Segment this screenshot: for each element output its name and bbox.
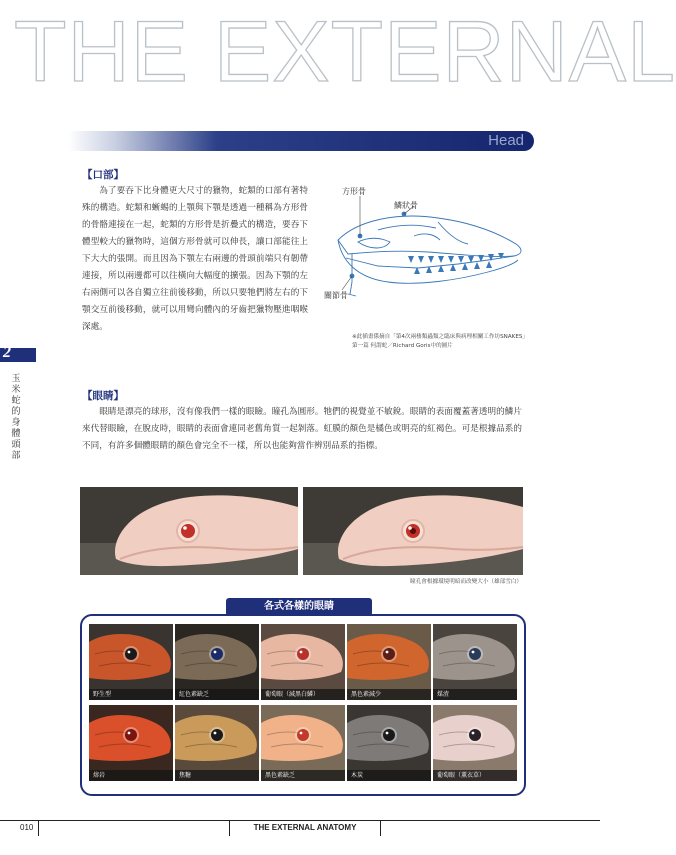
eye-gallery-label: 焦糖 bbox=[175, 770, 259, 781]
photo-pupil-dark bbox=[80, 487, 298, 575]
eyes-heading: 【眼睛】 bbox=[82, 390, 124, 402]
eye-gallery-tile bbox=[175, 624, 259, 700]
eye-icon bbox=[383, 648, 395, 660]
photo-pupil-light bbox=[303, 487, 523, 575]
eye-gallery-label: 葡萄眼（薰衣草） bbox=[433, 770, 517, 781]
eye-icon bbox=[211, 729, 223, 741]
eye-icon bbox=[125, 648, 137, 660]
section-bar bbox=[68, 131, 534, 151]
eye-gallery-label: 野生型 bbox=[89, 689, 173, 700]
eye-icon bbox=[211, 648, 223, 660]
footer-title: THE EXTERNAL ANATOMY bbox=[253, 823, 357, 832]
eye-icon bbox=[469, 648, 481, 660]
page-big-title: THE EXTERNAL bbox=[14, 4, 676, 100]
footer-divider bbox=[380, 820, 381, 836]
footer-divider bbox=[38, 820, 39, 836]
mouth-heading: 【口部】 bbox=[82, 169, 124, 181]
footer-rule bbox=[0, 820, 600, 821]
eye-gallery-tile bbox=[347, 624, 431, 700]
eye-gallery-label: 葡萄眼（減黑白鱗） bbox=[261, 689, 345, 700]
mouth-paragraph: 為了要吞下比身體更大尺寸的獵物，蛇類的口部有著特殊的構造。蛇類和蜥蜴的上顎與下顎是透過一種稱為方形骨的骨骼連接在一起，蛇類的方形骨是折疊式的構造，要吞下體型較大的獵物時，這個方形骨就可以伸長，讓口部能往上下大大的張開。而且因為下顎左右兩邊的骨頭前端只有韌帶連接，所以兩邊都可以往橫向大幅度的擴張。因為下顎的左右兩側可以各自獨立往前後移動，所以只要牠們將左右的下顎交互前後移動，就可以用彎向體內的牙齒把獵物壓進咽喉深處。 bbox=[82, 186, 308, 332]
eye-gallery-tile bbox=[261, 705, 345, 781]
diagram-caption: ※此插畫係摘自「第4次兩棲類蟲類之臨床與病理相關工作坊SNAKES」第一篇 何謂蛇／Richard Goris中的圖片 bbox=[352, 334, 528, 349]
eye-gallery-label: 黑色素缺乏 bbox=[261, 770, 345, 781]
eye-gallery-tile bbox=[347, 705, 431, 781]
eye-icon bbox=[469, 729, 481, 741]
eyes-paragraph: 眼睛是漂亮的球形，沒有像我們一樣的眼瞼。瞳孔為圓形。牠們的視覺並不敏銳。眼睛的表面覆蓋著透明的鱗片來代替眼瞼，在脫皮時，眼睛的表面會連同老舊角質一起剝落。虹膜的顏色是橘色或明亮的紅褐色。可是根據品系的不同，有許多個體眼睛的顏色會完全不一樣，所以也能夠當作辨別品系的指標。 bbox=[82, 407, 522, 451]
eye-gallery-label: 煤渣 bbox=[433, 689, 517, 700]
eye-gallery-label: 黑色素減少 bbox=[347, 689, 431, 700]
section-bar-label: Head bbox=[488, 132, 524, 149]
eye-gallery-tile bbox=[261, 624, 345, 700]
eye-gallery-tile bbox=[89, 624, 173, 700]
eye-icon bbox=[297, 729, 309, 741]
chapter-vertical-text: 玉米蛇的身體 頭部 bbox=[11, 374, 30, 461]
photo-caption: 瞳孔會根據環境明暗而改變大小（雄部雪白） bbox=[410, 579, 522, 585]
eye-icon bbox=[383, 729, 395, 741]
eye-gallery-tile bbox=[89, 705, 173, 781]
page-number: 010 bbox=[20, 823, 34, 832]
label-quadrate-bone: 方形骨 bbox=[342, 187, 366, 196]
eye-gallery-label: 熔岩 bbox=[89, 770, 173, 781]
snake-skull-diagram bbox=[318, 182, 530, 312]
eye-gallery-title: 各式各樣的眼睛 bbox=[226, 598, 372, 616]
eye-icon bbox=[297, 648, 309, 660]
chapter-tab bbox=[0, 344, 36, 362]
chapter-number: 2 bbox=[3, 344, 11, 361]
eye-gallery-label: 木炭 bbox=[347, 770, 431, 781]
label-squamosal-bone: 鱗狀骨 bbox=[394, 201, 418, 210]
eye-icon bbox=[125, 729, 137, 741]
skull-illustration bbox=[318, 182, 530, 312]
eye-gallery-tile bbox=[433, 705, 517, 781]
eye-gallery-label: 紅色素缺乏 bbox=[175, 689, 259, 700]
label-articular-bone: 關節骨 bbox=[324, 291, 348, 300]
eye-gallery-tile bbox=[433, 624, 517, 700]
eye-gallery-tile bbox=[175, 705, 259, 781]
eye-gallery-grid bbox=[89, 624, 515, 784]
